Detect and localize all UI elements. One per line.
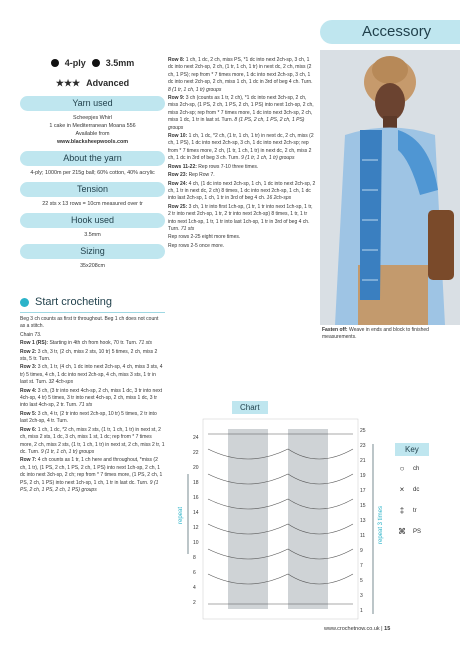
row-label: Row 10: — [168, 133, 188, 140]
row-number: 19 — [360, 473, 366, 479]
pattern-column-1 — [20, 316, 165, 495]
key-title: Key — [395, 443, 429, 456]
row-number: 25 — [360, 428, 366, 434]
row-number: 8 — [193, 555, 196, 561]
row-number: 16 — [193, 495, 199, 501]
row-number: 5 — [360, 578, 363, 584]
row-stitch-count: 32 4ch-sps — [48, 379, 74, 386]
row-label: Rows 11-22: — [168, 163, 197, 170]
photo-caption — [322, 327, 457, 341]
ps-icon: ⌘ — [398, 527, 406, 536]
row-stitch-count: 9 (1 PS, 2 ch, 1 PS, 2 ch, 1 PS) groups — [20, 479, 159, 493]
page-footer: www.crochetnow.co.uk | 15 — [324, 626, 391, 632]
row-number: 13 — [360, 518, 366, 524]
row-label: Row 8: — [168, 57, 185, 63]
hook-dot-icon — [92, 59, 100, 67]
key-item — [395, 500, 445, 521]
skill-level-row — [20, 75, 165, 91]
stars-icon: ★★★ — [55, 77, 81, 88]
row-text: Rep rows 2-25 eight more times. — [168, 234, 241, 241]
row-text: 1 ch, 1 dc, *2 ch, miss 2 sts, (1 tr, 1 ch, 1 tr) in next st, 2 ch, miss 2 sts, 1 dc, 3 ch, miss 1 st, 1 dc; rep from * 7 times more, 2 ch, miss 2 sts, (1 tr, 1 ch, 1 tr) in next st, 2 ch, miss 2 tr, 1 dc. Turn. — [20, 426, 165, 455]
row-label: Row 5: — [20, 410, 37, 417]
pattern-row — [168, 234, 316, 241]
key-label: PS — [413, 528, 422, 535]
row-text: 3 ch, 3 tr, (2 ch, miss 2 sts, 10 tr) 5 times, 2 ch, miss 2 sts, 5 tr. Turn. — [20, 348, 158, 363]
row-stitch-count: 8 (1 tr, 1 ch, 1 tr) groups — [168, 86, 222, 93]
pattern-row — [20, 427, 165, 457]
pattern-row — [168, 133, 316, 163]
yarn-line: 1 cake in Mediterranean Moana 556 — [49, 123, 136, 129]
row-label: Row 1 (RS): — [20, 340, 49, 347]
row-label: Row 25: — [168, 203, 188, 210]
row-label: Row 4: — [20, 387, 37, 394]
caption-label: Fasten off: — [322, 327, 348, 333]
chart-key — [395, 458, 445, 542]
row-text: 1 ch, 1 dc, 2 ch, miss PS, *1 dc into next 2ch-sp, 3 ch, 1 dc into next 2ch-sp, 2 ch, (1 tr, 1 ch, 1 tr) in next dc, 2 ch, miss (2 ch, 1 PS); rep from * 7 times more, 1 dc into next 2ch-sp, 3 ch, 1 dc into next 2ch-sp, 2 ch, miss 1 ch, 1 dc in 3rd of beg 4 ch. Turn. — [168, 57, 313, 86]
row-text: 4 ch counts as 1 tr, 1 ch here and throughout, *miss (2 ch, 1 tr), (1 PS, 2 ch, 1 PS, 2 ch, 1 PS) into next 1ch-sp, 2 ch, 1 dc into next 3ch-sp, 2 ch; rep from * 7 times more, (1 PS, 2 ch, 1 PS, 2 ch, 1 PS) into next 1ch-sp, 1 ch, 1 tr in last dc. Turn. — [20, 457, 163, 486]
row-number: 20 — [193, 465, 199, 471]
row-text: Starting in 4th ch from hook, 70 tr. Turn. — [49, 340, 138, 347]
yarn-weight-row — [20, 55, 165, 71]
repeat-right-label: repeat 3 times — [378, 505, 384, 544]
model-photo — [320, 50, 460, 325]
pattern-row — [168, 204, 316, 234]
row-text: Rep Row 7. — [188, 172, 215, 179]
row-text: 3 ch (counts as 1 tr, 2 ch), *1 dc into next 3ch-sp, 2 ch, miss 2ch-sp, (1 PS, 2 ch, 1 PS, 2 ch, 1 PS) into next 1ch-sp, 2 ch, miss 2ch-sp; rep from * 7 times more, 1 dc into next 3ch-sp, 2 ch, miss 1 dc, 1 tr in last st. Turn. — [168, 95, 314, 124]
row-text: 3 ch, 1 tr into first 1ch-sp, (1 tr, 1 tr into next 1ch-sp, 1 tr, 2 tr into next 2ch-sp, 1 tr, 2 tr into next 2ch-sp) 8 times, 1 tr, 1 tr into next 1ch-sp, 1 tr, 1 tr into last 1ch-sp, 1 tr in 3rd of beg 4 ch. Turn. — [168, 203, 313, 232]
pattern-row — [20, 349, 165, 364]
about-heading: About the yarn — [20, 151, 165, 166]
intro-text: Beg 3 ch counts as first tr throughout. Beg 1 ch does not count as a stitch. — [20, 316, 159, 330]
caption-text: Weave in ends and block to finished measurements. — [322, 327, 429, 340]
yarn-heading: Yarn used — [20, 96, 165, 111]
row-label: Row 7: — [20, 457, 37, 464]
row-stitch-count: 16 2ch-sps — [266, 195, 292, 202]
tension-heading: Tension — [20, 182, 165, 197]
pattern-row — [20, 411, 165, 426]
row-text: 3 ch, 4 tr, (2 tr into next 2ch-sp, 10 tr) 5 times, 2 tr into last 2ch-sp, 4 tr. Turn. — [20, 410, 157, 425]
key-item — [395, 479, 445, 500]
key-label: tr — [413, 507, 417, 514]
row-number: 10 — [193, 540, 199, 546]
row-number: 6 — [193, 570, 196, 576]
row-text: 3 ch, (3 tr into next 4ch-sp, 2 ch, miss 1 dc, 3 tr into next 4ch-sp, 4 tr) 5 times, 3 tr into next 4ch-sp, 2 ch, miss 1 dc, 3 tr into last 4ch-sp, 2 tr. Turn. — [20, 387, 163, 409]
key-item — [395, 521, 445, 542]
row-label: Row 24: — [168, 180, 188, 187]
hook-size-value: 3.5mm — [105, 58, 135, 68]
row-label: Row 2: — [20, 348, 37, 355]
pattern-row — [168, 164, 316, 171]
chain-text: Chain 73. — [20, 331, 42, 338]
dc-icon: × — [399, 485, 405, 494]
row-number: 21 — [360, 458, 366, 464]
repeat-left-label: repeat — [178, 506, 184, 524]
row-text: Rep rows 2-5 once more. — [168, 242, 225, 249]
row-number: 24 — [193, 435, 199, 441]
skill-level: Advanced — [86, 78, 130, 88]
row-stitch-count: 9 (1 tr, 1 ch, 1 tr) groups — [40, 448, 95, 455]
row-number: 9 — [360, 548, 363, 554]
sizing-heading: Sizing — [20, 244, 165, 259]
pattern-row — [20, 388, 165, 410]
pattern-row — [20, 364, 165, 386]
row-number: 12 — [193, 525, 199, 531]
row-number: 22 — [193, 450, 199, 456]
row-number: 4 — [193, 585, 196, 591]
pattern-row — [20, 340, 165, 347]
row-number: 7 — [360, 563, 363, 569]
row-stitch-count: 71 sts — [138, 340, 153, 347]
row-number: 2 — [193, 600, 196, 606]
footer-site: www.crochetnow.co.uk — [324, 626, 380, 632]
row-text: 3 ch, 1 tr, (4 ch, 1 dc into next 2ch-sp, 4 ch, miss 3 sts, 4 tr) 5 times, 4 ch, 1 dc into next 2ch-sp, 4 ch, miss 3 sts, 1 tr in last st. Turn. — [20, 364, 163, 386]
pattern-row — [168, 243, 316, 250]
row-stitch-count: 9 (1 tr, 1 ch, 1 tr) groups — [241, 155, 295, 162]
row-text: 4 ch, (1 dc into next 2ch-sp, 1 ch, 1 dc into next 2ch-sp, 2 ch, 1 tr in next dc, 2 ch) 8 times, 1 dc into next 2ch-sp, 1 ch, 1 dc into last 2ch-sp, 1 ch, 1 tr in 3rd of beg 4 ch. — [168, 180, 316, 202]
ply-value: 4-ply — [64, 58, 86, 68]
bullet-icon — [20, 298, 29, 307]
row-number: 23 — [360, 443, 366, 449]
key-label: dc — [413, 486, 420, 493]
section-title: Accessory — [362, 23, 432, 40]
row-label: Row 23: — [168, 172, 188, 179]
pattern-info-panel — [20, 55, 165, 270]
row-number: 3 — [360, 593, 363, 599]
row-label: Row 9: — [168, 95, 185, 102]
yarn-line: Scheepjes Whirl — [73, 115, 112, 121]
row-stitch-count: 71 sts — [78, 402, 93, 409]
pattern-row — [168, 181, 316, 203]
chain-icon: ○ — [399, 464, 405, 473]
row-label: Row 3: — [20, 364, 37, 371]
row-text: 1 ch, 1 dc, *2 ch, (1 tr, 1 ch, 1 tr) in next dc, 2 ch, miss (2 ch, 1 PS), 1 dc into next 2ch-sp, 3 ch, 1 dc into next 2ch-sp; rep from * 7 times more, 2 ch, (1 tr, 1 ch, 1 tr) in next dc, 2 ch, miss 2 ch, 1 dc in 3rd of beg 3 ch. Turn. — [168, 133, 314, 162]
yarn-details — [20, 114, 165, 146]
row-number: 18 — [193, 480, 199, 486]
section-heading: Start crocheting — [35, 296, 113, 308]
pattern-row — [168, 57, 316, 94]
page-number: 15 — [384, 626, 391, 632]
sizing-text: 35x208cm — [80, 263, 105, 269]
pattern-row — [168, 95, 316, 132]
pattern-row — [20, 457, 165, 494]
row-stitch-count: 71 sts — [180, 225, 195, 232]
ply-dot-icon — [51, 59, 59, 67]
start-crocheting-heading — [20, 296, 112, 308]
row-number: 17 — [360, 488, 366, 494]
row-label: Row 6: — [20, 426, 37, 433]
hook-heading: Hook used — [20, 213, 165, 228]
crochet-chart — [168, 414, 388, 626]
yarn-site-link[interactable]: www.blacksheepwools.com — [56, 139, 129, 145]
row-stitch-count: 8 (1 PS, 2 ch, 1 PS, 2 ch, 1 PS) groups — [168, 117, 305, 131]
pattern-row — [168, 172, 316, 179]
tension-text: 22 sts x 13 rows = 10cm measured over tr — [42, 201, 143, 207]
about-text: 4-ply; 1000m per 215g ball; 60% cotton, 40% acrylic — [30, 170, 155, 176]
row-number: 15 — [360, 503, 366, 509]
yarn-line: Available from — [75, 131, 110, 137]
chart-title: Chart — [232, 401, 268, 414]
tr-icon: ‡ — [399, 506, 405, 515]
key-item — [395, 458, 445, 479]
pattern-column-2 — [168, 57, 316, 251]
row-number: 1 — [360, 608, 363, 614]
row-number: 11 — [360, 533, 366, 539]
key-label: ch — [413, 465, 420, 472]
row-number: 14 — [193, 510, 199, 516]
hook-text: 3.5mm — [84, 232, 101, 238]
row-text: Rep rows 7-10 three times. — [198, 163, 259, 170]
model-illustration — [320, 50, 460, 325]
divider — [20, 312, 165, 313]
